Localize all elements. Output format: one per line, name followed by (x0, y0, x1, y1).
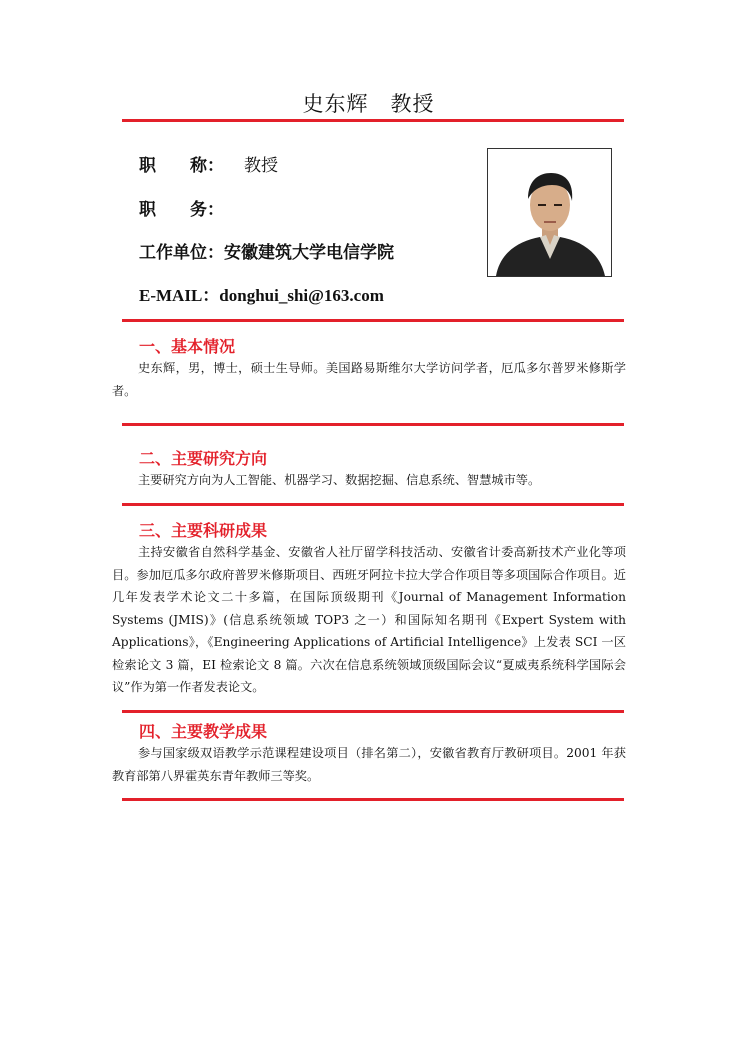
email-label: E-MAIL： (139, 286, 220, 305)
section-body-teaching: 参与国家级双语教学示范课程建设项目（排名第二），安徽省教育厅教研项目。2001 年获教育部第八界霍英东青年教师三等奖。 (112, 746, 626, 783)
section-body-achievements: 主持安徽省自然科学基金、安徽省人社厅留学科技活动、安徽省计委高新技术产业化等项目。参加厄瓜多尔政府普罗米修斯项目、西班牙阿拉卡拉大学合作项目等多项国际合作项目。近几年发表学术论文二十多篇，在国际顶级期刊《Journal of Management Information Systems (JMIS)》(信息系统领域 TOP3 之一）和国际知名期刊《Expert System with Applications》，《Engineering Applications of Artificial Intelligence》上发表 SCI 一区检索论文 3 篇，EI 检索论文 8 篇。六次在信息系统领域顶级国际会议“夏威夷系统科学国际会议”作为第一作者发表论文。 (112, 545, 626, 694)
section-heading-achievements: 三、主要科研成果 (139, 521, 268, 540)
portrait-photo (487, 148, 612, 277)
divider-line (122, 119, 624, 122)
divider-line (122, 423, 624, 426)
section-body-basic: 史东辉，男，博士，硕士生导师。美国路易斯维尔大学访问学者，厄瓜多尔普罗米修斯学者。 (112, 361, 626, 398)
section-heading-teaching: 四、主要教学成果 (139, 722, 268, 741)
rank-row (139, 151, 278, 176)
unit-label: 工作单位： (139, 243, 224, 263)
unit-row (139, 238, 394, 263)
email-value: donghui_shi@163.com (219, 286, 384, 305)
divider-line (122, 319, 624, 322)
email-row (139, 281, 384, 306)
person-name: 史东辉 (302, 92, 369, 116)
post-row (139, 195, 224, 220)
rank-value: 教授 (244, 156, 278, 176)
divider-line (122, 710, 624, 713)
rank-label: 职 称： (139, 156, 224, 176)
portrait-image (488, 149, 611, 276)
section-heading-research: 二、主要研究方向 (139, 449, 268, 468)
divider-line (122, 798, 624, 801)
divider-line (122, 503, 624, 506)
page-title (0, 88, 737, 118)
section-heading-basic: 一、基本情况 (139, 337, 236, 356)
post-label: 职 务： (139, 200, 224, 220)
unit-value: 安徽建筑大学电信学院 (224, 243, 394, 263)
person-title: 教授 (390, 92, 435, 116)
section-body-research: 主要研究方向为人工智能、机器学习、数据挖掘、信息系统、智慧城市等。 (138, 473, 541, 487)
